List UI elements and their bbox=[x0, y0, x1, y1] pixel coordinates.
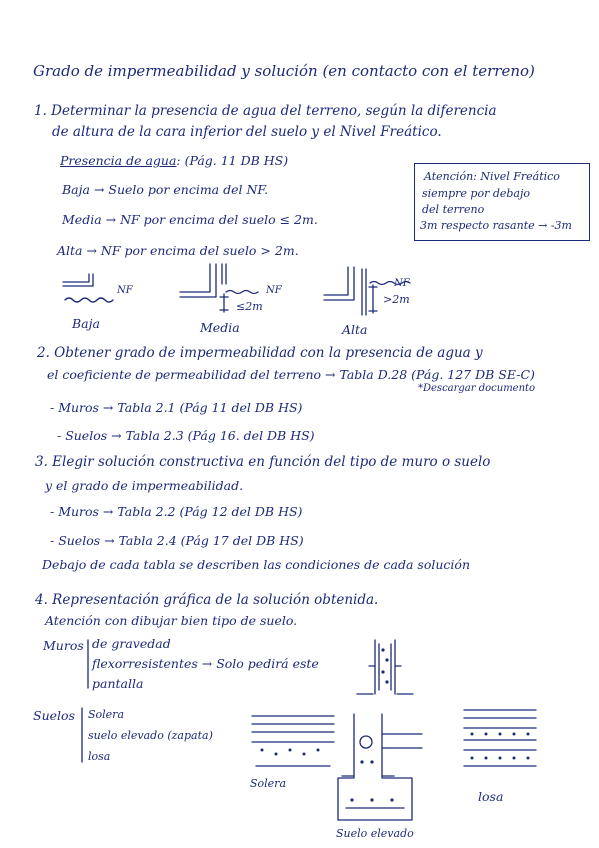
step2-note: *Descargar documento bbox=[418, 383, 536, 394]
step3-debajo: Debajo de cada tabla se describen las condiciones de cada solución bbox=[42, 557, 470, 572]
page-title: Grado de impermeabilidad y solución (en contacto con el terreno) bbox=[33, 62, 535, 80]
step4-line1: 4. Representación gráfica de la solución obtenida. bbox=[35, 592, 379, 608]
note-line4: 3m respecto rasante → -3m bbox=[420, 219, 572, 232]
alta-caption: Alta bbox=[342, 322, 368, 337]
suelos-bracket bbox=[80, 706, 84, 764]
step2-suelos: - Suelos → Tabla 2.3 (Pág 16. del DB HS) bbox=[57, 428, 315, 443]
alta-line: Alta → NF por encima del suelo > 2m. bbox=[57, 243, 299, 258]
suelos-item-1: Solera bbox=[88, 708, 125, 721]
muros-item-1: de gravedad bbox=[92, 636, 171, 651]
step4-line2: Atención con dibujar bien tipo de suelo. bbox=[45, 613, 298, 628]
alta-nf-label: NF bbox=[394, 278, 410, 289]
suelos-item-3: losa bbox=[88, 750, 111, 763]
suelo-elevado-caption: Suelo elevado bbox=[336, 827, 414, 840]
media-sketch bbox=[170, 262, 280, 317]
presencia-heading bbox=[60, 153, 288, 168]
note-line3: del terreno bbox=[422, 203, 485, 216]
losa-sketch bbox=[460, 706, 540, 778]
alta-gt2-label: >2m bbox=[383, 293, 410, 306]
step3-suelos: - Suelos → Tabla 2.4 (Pág 17 del DB HS) bbox=[50, 533, 304, 548]
media-line: Media → NF por encima del suelo ≤ 2m. bbox=[62, 212, 318, 227]
suelos-item-2: suelo elevado (zapata) bbox=[88, 729, 213, 742]
muros-label: Muros bbox=[43, 638, 84, 653]
alta-sketch bbox=[318, 265, 428, 325]
media-le2-label: ≤2m bbox=[236, 300, 263, 313]
muro-flexorresistente-sketch bbox=[355, 636, 415, 698]
solera-sketch bbox=[248, 710, 338, 774]
baja-caption: Baja bbox=[72, 316, 100, 331]
note-line2: siempre por debajo bbox=[422, 187, 531, 200]
muros-item-3: pantalla bbox=[92, 676, 144, 691]
media-nf-label: NF bbox=[266, 285, 282, 296]
muros-bracket bbox=[86, 638, 90, 690]
suelos-label: Suelos bbox=[33, 708, 75, 723]
baja-line: Baja → Suelo por encima del NF. bbox=[62, 182, 269, 197]
suelo-elevado-sketch bbox=[332, 712, 432, 830]
step1-line2: de altura de la cara inferior del suelo y el Nivel Freático. bbox=[52, 124, 442, 140]
step2-muros: - Muros → Tabla 2.1 (Pág 11 del DB HS) bbox=[50, 400, 303, 415]
step3-muros: - Muros → Tabla 2.2 (Pág 12 del DB HS) bbox=[50, 504, 303, 519]
step2-line1: 2. Obtener grado de impermeabilidad con la presencia de agua y bbox=[37, 345, 483, 361]
presencia-label: Presencia de agua bbox=[60, 153, 177, 168]
step1-line1: 1. Determinar la presencia de agua del terreno, según la diferencia bbox=[34, 103, 497, 119]
solera-caption: Solera bbox=[250, 777, 287, 790]
step2-line2: el coeficiente de permeabilidad del terreno → Tabla D.28 (Pág. 127 DB SE-C) bbox=[47, 367, 535, 382]
note-line1: Atención: Nivel Freático bbox=[424, 170, 560, 183]
losa-caption: losa bbox=[478, 789, 504, 804]
step3-line2: y el grado de impermeabilidad. bbox=[45, 478, 244, 493]
presencia-ref: : (Pág. 11 DB HS) bbox=[176, 153, 289, 168]
baja-nf-label: NF bbox=[117, 285, 133, 296]
media-caption: Media bbox=[200, 320, 240, 335]
step3-line1: 3. Elegir solución constructiva en función del tipo de muro o suelo bbox=[35, 454, 491, 470]
muros-item-2: flexorresistentes → Solo pedirá este bbox=[92, 656, 319, 671]
